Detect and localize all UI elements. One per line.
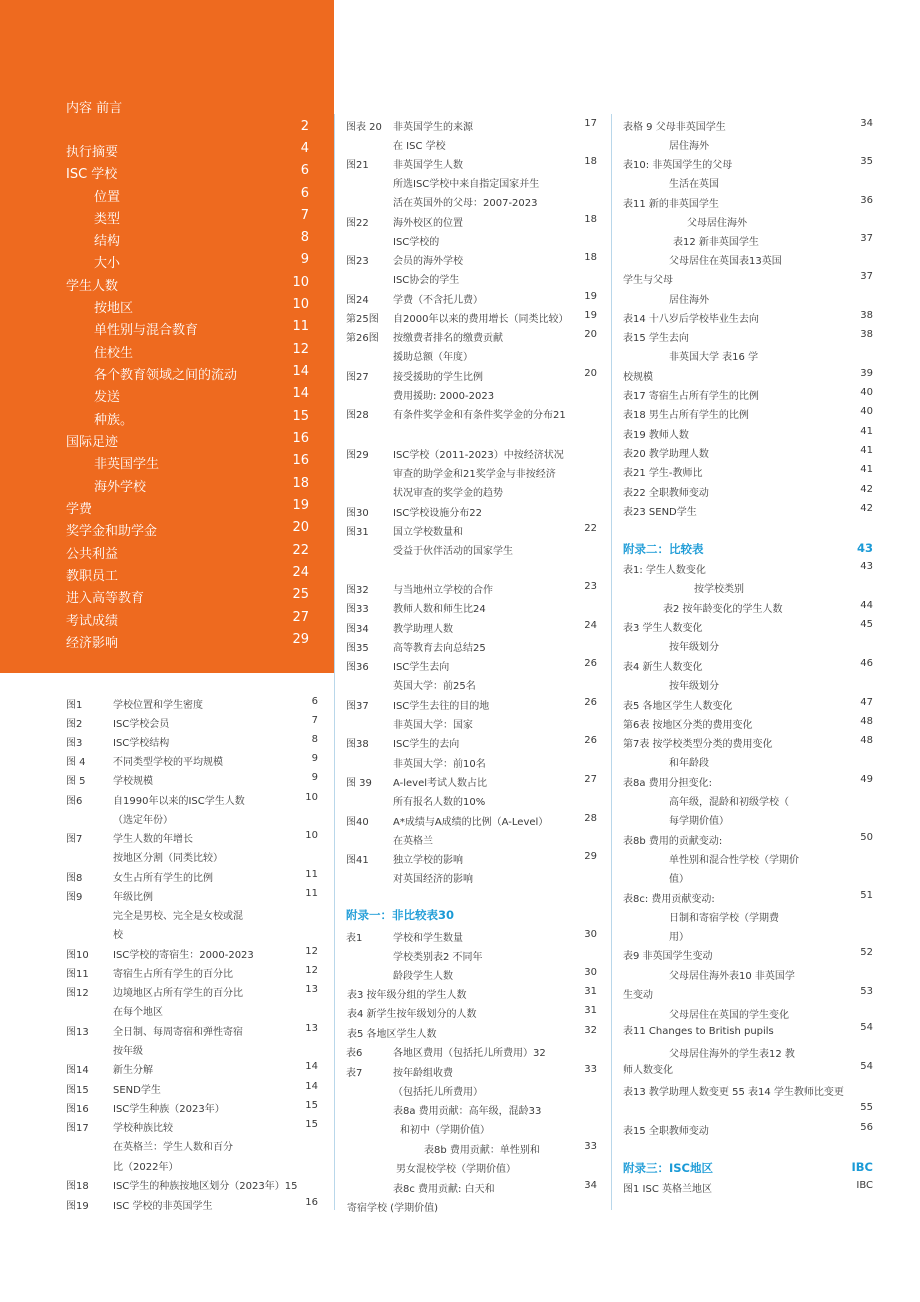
figure-number[interactable]: 图2 xyxy=(66,719,83,730)
figure-number[interactable]: 图41 xyxy=(346,855,369,866)
figure-number[interactable]: 图19 xyxy=(66,1201,89,1212)
figure-number[interactable]: 图30 xyxy=(346,508,369,519)
figure-title[interactable]: 按地区分割（同类比较） xyxy=(113,853,223,864)
figure-number[interactable]: 图37 xyxy=(346,701,369,712)
figure-number[interactable]: 图31 xyxy=(346,527,369,538)
toc-entry[interactable]: 类型 xyxy=(94,212,121,227)
figure-title[interactable]: 比（2022年） xyxy=(113,1162,179,1173)
table-title[interactable]: 父母居住海外 xyxy=(687,218,747,229)
figure-title[interactable]: 学校位置和学生密度 xyxy=(113,700,203,711)
figure-title[interactable]: 表4 新学生按年级划分的人数 xyxy=(347,1009,477,1020)
table-title[interactable]: 表9 非英国学生变动 xyxy=(623,951,713,962)
table-title[interactable]: 表12 新非英国学生 xyxy=(673,237,759,248)
table-title[interactable]: 表13 教学助理人数变更 55 表14 学生教师比变更 xyxy=(623,1087,844,1098)
table-title[interactable]: 表10: 非英国学生的父母 xyxy=(623,160,733,171)
figure-number[interactable]: 图 4 xyxy=(66,757,86,768)
figure-number[interactable]: 表1 xyxy=(346,933,363,944)
figure-title[interactable]: 在 ISC 学校 xyxy=(393,141,446,152)
figure-title[interactable]: 国立学校数量和 xyxy=(393,527,463,538)
figure-number[interactable]: 图14 xyxy=(66,1065,89,1076)
figure-title[interactable]: 按年级 xyxy=(113,1046,143,1057)
toc-entry[interactable]: 位置 xyxy=(94,190,121,205)
column-divider xyxy=(611,114,612,1210)
toc-entry[interactable]: 执行摘要 xyxy=(66,145,119,160)
figure-title[interactable]: 和初中（学期价值） xyxy=(400,1125,490,1136)
table-title[interactable]: 表8c: 费用贡献变动: xyxy=(623,894,715,905)
figure-title[interactable]: （包括托儿所费用） xyxy=(393,1087,483,1098)
figure-title[interactable]: ISC学生去向 xyxy=(393,662,450,673)
figure-number[interactable]: 图21 xyxy=(346,160,369,171)
table-title[interactable]: 表8b 费用的贡献变动: xyxy=(623,836,723,847)
figure-number[interactable]: 表7 xyxy=(346,1068,363,1079)
toc-entry[interactable]: 学费 xyxy=(66,502,93,517)
table-title[interactable]: 表3 学生人数变化 xyxy=(623,623,703,634)
figure-title[interactable]: 男女混校学校（学期价值） xyxy=(396,1164,516,1175)
table-title[interactable]: 单性别和混合性学校（学期价 xyxy=(669,855,799,866)
table-title[interactable]: 父母居住在英国表13英国 xyxy=(669,256,782,267)
figure-title[interactable]: 非英国学生的来源 xyxy=(393,122,473,133)
figure-title[interactable]: 英国大学：前25名 xyxy=(393,681,476,692)
appendix-heading[interactable]: 附录二：比较表 xyxy=(623,542,704,556)
figure-number[interactable]: 图24 xyxy=(346,295,369,306)
figure-title[interactable]: 学校种族比较 xyxy=(113,1123,173,1134)
figure-title[interactable]: A*成绩与A成绩的比例（A-Level） xyxy=(393,817,549,828)
figure-title[interactable]: 高等教育去向总结25 xyxy=(393,643,486,654)
toc-entry[interactable]: 按地区 xyxy=(94,301,134,316)
figure-title[interactable]: 非英国学生人数 xyxy=(393,160,463,171)
table-title[interactable]: 第7表 按学校类型分类的费用变化 xyxy=(623,739,773,750)
figure-title[interactable]: 全日制、每周寄宿和弹性寄宿 xyxy=(113,1027,243,1038)
figure-title[interactable]: 学生人数的年增长 xyxy=(113,834,193,845)
figure-title[interactable]: 所选ISC学校中来自指定国家并生 xyxy=(393,179,540,190)
figure-title[interactable]: 非英国大学：前10名 xyxy=(393,759,486,770)
table-title[interactable]: 和年龄段 xyxy=(669,758,709,769)
figure-title[interactable]: 接受援助的学生比例 xyxy=(393,372,483,383)
toc-entry[interactable]: 各个教育领域之间的流动 xyxy=(94,368,238,383)
table-title[interactable]: 表21 学生-教师比 xyxy=(623,468,703,479)
figure-number[interactable]: 图11 xyxy=(66,969,89,980)
table-title[interactable]: 表14 十八岁后学校毕业生去向 xyxy=(623,314,759,325)
figure-number[interactable]: 图17 xyxy=(66,1123,89,1134)
table-title[interactable]: 表2 按年龄变化的学生人数 xyxy=(663,604,783,615)
figure-title[interactable]: 表8c 费用贡献: 白天和 xyxy=(393,1184,495,1195)
figure-title[interactable]: ISC学校会员 xyxy=(113,719,170,730)
figure-number[interactable]: 第25图 xyxy=(346,314,379,325)
toc-entry[interactable]: 学生人数 xyxy=(66,279,119,294)
figure-title[interactable]: 费用援助: 2000-2023 xyxy=(393,391,495,402)
figure-title[interactable]: 学校规模 xyxy=(113,776,153,787)
figure-number[interactable]: 图34 xyxy=(346,624,369,635)
figure-number[interactable]: 图12 xyxy=(66,988,89,999)
table-title[interactable]: 日制和寄宿学校（学期费 xyxy=(669,913,779,924)
figure-title[interactable]: 表8b 费用贡献：单性别和 xyxy=(424,1145,540,1156)
figure-title[interactable]: A-level考试人数占比 xyxy=(393,778,488,789)
table-title[interactable]: 图1 ISC 英格兰地区 xyxy=(623,1184,712,1195)
figure-title[interactable]: ISC协会的学生 xyxy=(393,275,460,286)
figure-title[interactable]: 边境地区占所有学生的百分比 xyxy=(113,988,243,999)
toc-entry[interactable]: 考试成绩 xyxy=(66,614,119,629)
figure-title[interactable]: 按缴费者排名的缴费贡献 xyxy=(393,333,503,344)
table-title[interactable]: 表8a 费用分担变化: xyxy=(623,778,713,789)
figure-number[interactable]: 图18 xyxy=(66,1181,89,1192)
table-title[interactable]: 表4 新生人数变化 xyxy=(623,662,703,673)
figure-title[interactable]: ISC学校设施分布22 xyxy=(393,508,483,519)
figure-title[interactable]: 教师人数和师生比24 xyxy=(393,604,486,615)
toc-entry[interactable]: 内容 前言 xyxy=(66,101,123,116)
table-title[interactable]: 父母居住海外的学生表12 教 xyxy=(669,1049,795,1060)
figure-number[interactable]: 图22 xyxy=(346,218,369,229)
table-title[interactable]: 学生与父母 xyxy=(623,275,673,286)
table-title[interactable]: 表15 全职教师变动 xyxy=(623,1126,709,1137)
toc-entry[interactable]: 住校生 xyxy=(94,346,134,361)
figure-title[interactable]: 自1990年以来的ISC学生人数 xyxy=(113,796,245,807)
table-title[interactable]: 校规模 xyxy=(623,372,653,383)
table-title[interactable]: 表18 男生占所有学生的比例 xyxy=(623,410,749,421)
table-title[interactable]: 居住海外 xyxy=(669,295,709,306)
figure-title[interactable]: 学费（不含托儿费） xyxy=(393,295,483,306)
figure-title[interactable]: 女生占所有学生的比例 xyxy=(113,873,213,884)
figure-title[interactable]: 独立学校的影响 xyxy=(393,855,463,866)
table-title[interactable]: 表1: 学生人数变化 xyxy=(623,565,706,576)
figure-title[interactable]: 状况审查的奖学金的趋势 xyxy=(393,488,503,499)
table-title[interactable]: 按年级划分 xyxy=(669,642,719,653)
figure-title[interactable]: 活在英国外的父母：2007-2023 xyxy=(393,198,538,209)
table-title[interactable]: 表格 9 父母非英国学生 xyxy=(623,122,726,133)
figure-title[interactable]: 按年龄组收费 xyxy=(393,1068,453,1079)
table-title[interactable]: 值） xyxy=(669,874,689,885)
figure-title[interactable]: 在每个地区 xyxy=(113,1007,163,1018)
figure-number[interactable]: 图33 xyxy=(346,604,369,615)
figure-number[interactable]: 图28 xyxy=(346,410,369,421)
figure-title[interactable]: 表8a 费用贡献：高年级，混龄33 xyxy=(393,1106,542,1117)
figure-number[interactable]: 图10 xyxy=(66,950,89,961)
table-title[interactable]: 表23 SEND学生 xyxy=(623,507,697,518)
figure-title[interactable]: 会员的海外学校 xyxy=(393,256,463,267)
figure-number[interactable]: 图9 xyxy=(66,892,83,903)
figure-number[interactable]: 图23 xyxy=(346,256,369,267)
appendix-heading[interactable]: 附录三：ISC地区 xyxy=(623,1161,714,1175)
toc-entry[interactable]: 种族。 xyxy=(94,413,134,428)
figure-title[interactable]: 寄宿生占所有学生的百分比 xyxy=(113,969,233,980)
figure-number[interactable]: 图表 20 xyxy=(346,122,382,133)
figure-title[interactable]: ISC 学校的非英国学生 xyxy=(113,1201,213,1212)
figure-number[interactable]: 图29 xyxy=(346,450,369,461)
figure-number[interactable]: 图15 xyxy=(66,1085,89,1096)
table-title[interactable]: 居住海外 xyxy=(669,141,709,152)
figure-number[interactable]: 表6 xyxy=(346,1048,363,1059)
figure-title[interactable]: 在英格兰：学生人数和百分 xyxy=(113,1142,233,1153)
figure-title[interactable]: 各地区费用（包括托儿所费用）32 xyxy=(393,1048,546,1059)
table-title[interactable]: 高年级，混龄和初级学校（ xyxy=(669,797,789,808)
figure-number[interactable]: 第26图 xyxy=(346,333,379,344)
toc-entry[interactable]: 结构 xyxy=(94,234,121,249)
figure-title[interactable]: ISC学生的种族按地区划分（2023年）15 xyxy=(113,1181,298,1192)
figure-title[interactable]: 审查的助学金和21奖学金与非按经济 xyxy=(393,469,556,480)
figure-title[interactable]: 寄宿学校 (学期价值) xyxy=(347,1203,438,1214)
table-title[interactable]: 表15 学生去向 xyxy=(623,333,689,344)
figure-title[interactable]: 表5 各地区学生人数 xyxy=(347,1029,437,1040)
figure-title[interactable]: ISC学生去往的目的地 xyxy=(393,701,490,712)
table-title[interactable]: 每学期价值） xyxy=(669,816,729,827)
figure-title[interactable]: ISC学生种族（2023年） xyxy=(113,1104,225,1115)
toc-entry[interactable]: 国际足迹 xyxy=(66,435,119,450)
figure-number[interactable]: 图40 xyxy=(346,817,369,828)
figure-title[interactable]: 教学助理人数 xyxy=(393,624,453,635)
figure-number[interactable]: 图6 xyxy=(66,796,83,807)
column-divider xyxy=(334,114,335,1210)
figure-number[interactable]: 图35 xyxy=(346,643,369,654)
figure-title[interactable]: （选定年份） xyxy=(113,815,173,826)
figure-title[interactable]: 校 xyxy=(113,930,123,941)
figure-number[interactable]: 图27 xyxy=(346,372,369,383)
table-title[interactable]: 师人数变化 xyxy=(623,1065,673,1076)
figure-title[interactable]: SEND学生 xyxy=(113,1085,161,1096)
figure-title[interactable]: 有条件奖学金和有条件奖学金的分布21 xyxy=(393,410,566,421)
toc-entry[interactable]: 进入高等教育 xyxy=(66,591,145,606)
figure-title[interactable]: 学校类别表2 不同年 xyxy=(393,952,483,963)
appendix-heading[interactable]: 附录一：非比较表30 xyxy=(346,908,455,922)
figure-number[interactable]: 图38 xyxy=(346,739,369,750)
figure-number[interactable]: 图3 xyxy=(66,738,83,749)
figure-title[interactable]: ISC学校（2011-2023）中按经济状况 xyxy=(393,450,564,461)
figure-number[interactable]: 图36 xyxy=(346,662,369,673)
figure-title[interactable]: 所有报名人数的10% xyxy=(393,797,486,808)
figure-title[interactable]: ISC学校结构 xyxy=(113,738,170,749)
figure-number[interactable]: 图7 xyxy=(66,834,83,845)
toc-entry[interactable]: 非英国学生 xyxy=(94,457,160,472)
toc-entry[interactable]: ISC 学校 xyxy=(66,167,118,182)
table-title[interactable]: 表22 全职教师变动 xyxy=(623,488,709,499)
table-title[interactable]: 第6表 按地区分类的费用变化 xyxy=(623,720,753,731)
toc-entry[interactable]: 单性别与混合教育 xyxy=(94,323,199,338)
toc-entry[interactable]: 海外学校 xyxy=(94,480,147,495)
toc-entry[interactable]: 奖学金和助学金 xyxy=(66,524,158,539)
table-title[interactable]: 父母居住在英国的学生变化 xyxy=(669,1010,789,1021)
table-title[interactable]: 非英国大学 表16 学 xyxy=(669,352,759,363)
figure-title[interactable]: 受益于伙伴活动的国家学生 xyxy=(393,546,513,557)
table-title[interactable]: 生变动 xyxy=(623,990,653,1001)
figure-title[interactable]: 自2000年以来的费用增长（同类比较） xyxy=(393,314,569,325)
figure-number[interactable]: 图16 xyxy=(66,1104,89,1115)
figure-title[interactable]: 完全是男校、完全是女校或混 xyxy=(113,911,243,922)
table-title[interactable]: 用） xyxy=(669,932,689,943)
figure-title[interactable]: 对英国经济的影响 xyxy=(393,874,473,885)
figure-title[interactable]: 新生分解 xyxy=(113,1065,153,1076)
figure-title[interactable]: 表3 按年级分组的学生人数 xyxy=(347,990,467,1001)
table-title[interactable]: 表11 新的非英国学生 xyxy=(623,199,719,210)
table-title[interactable]: 生活在英国 xyxy=(669,179,719,190)
figure-title[interactable]: 龄段学生人数 xyxy=(393,971,453,982)
figure-title[interactable]: 援助总额（年度） xyxy=(393,352,473,363)
table-title[interactable]: 按学校类别 xyxy=(694,584,744,595)
toc-entry[interactable]: 公共利益 xyxy=(66,547,119,562)
figure-title[interactable]: 海外校区的位置 xyxy=(393,218,463,229)
toc-entry[interactable]: 经济影响 xyxy=(66,636,119,651)
table-title[interactable]: 表19 教师人数 xyxy=(623,430,689,441)
table-title[interactable]: 表20 教学助理人数 xyxy=(623,449,709,460)
table-title[interactable]: 表17 寄宿生占所有学生的比例 xyxy=(623,391,759,402)
figure-title[interactable]: 不同类型学校的平均规模 xyxy=(113,757,223,768)
figure-title[interactable]: ISC学校的 xyxy=(393,237,440,248)
figure-number[interactable]: 图 5 xyxy=(66,776,86,787)
figure-title[interactable]: ISC学校的寄宿生：2000-2023 xyxy=(113,950,254,961)
figure-number[interactable]: 图32 xyxy=(346,585,369,596)
table-title[interactable]: 按年级划分 xyxy=(669,681,719,692)
figure-number[interactable]: 图13 xyxy=(66,1027,89,1038)
figure-title[interactable]: 与当地州立学校的合作 xyxy=(393,585,493,596)
figure-number[interactable]: 图8 xyxy=(66,873,83,884)
table-title[interactable]: 表5 各地区学生人数变化 xyxy=(623,701,733,712)
figure-title[interactable]: ISC学生的去向 xyxy=(393,739,460,750)
toc-entry[interactable]: 大小 xyxy=(94,256,121,271)
figure-number[interactable]: 图1 xyxy=(66,700,83,711)
toc-entry[interactable]: 教职员工 xyxy=(66,569,119,584)
toc-entry[interactable]: 发送 xyxy=(94,390,121,405)
figure-number[interactable]: 图 39 xyxy=(346,778,372,789)
figure-title[interactable]: 年级比例 xyxy=(113,892,153,903)
table-title[interactable]: 表11 Changes to British pupils xyxy=(623,1026,774,1037)
figure-title[interactable]: 学校和学生数量 xyxy=(393,933,463,944)
figure-title[interactable]: 在英格兰 xyxy=(393,836,433,847)
table-title[interactable]: 父母居住海外表10 非英国学 xyxy=(669,971,795,982)
figure-title[interactable]: 非英国大学：国家 xyxy=(393,720,473,731)
